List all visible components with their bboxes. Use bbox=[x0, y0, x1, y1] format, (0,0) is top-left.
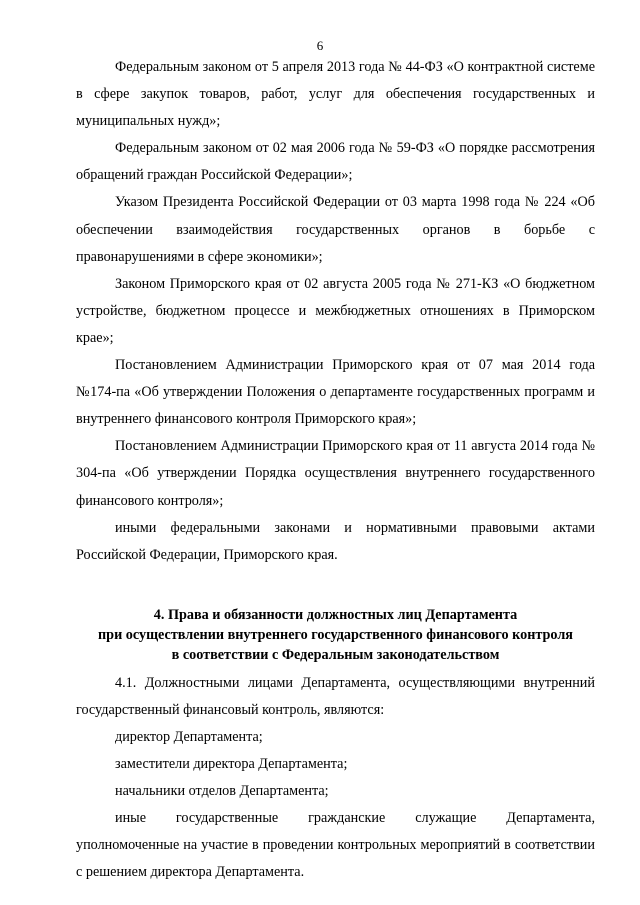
section-intro-paragraph: 4.1. Должностными лицами Департамента, осуществляющими внутренний государственный финансовый контроль, являются: bbox=[76, 674, 595, 718]
official-list-item: иные государственные гражданские служащие Департамента, уполномоченные на участие в проведении контрольных мероприятий в соответствии с решением директора Департамента. bbox=[76, 810, 595, 881]
section-heading-line: при осуществлении внутреннего государственного финансового контроля bbox=[98, 626, 573, 643]
legal-basis-item: Федеральным законом от 5 апреля 2013 года № 44-ФЗ «О контрактной системе в сфере закупок товаров, работ, услуг для обеспечения государственных и муниципальных нужд»; bbox=[76, 59, 595, 130]
section-heading bbox=[76, 605, 595, 665]
page-content bbox=[76, 54, 595, 887]
official-list-item: заместители директора Департамента; bbox=[115, 756, 348, 773]
official-list-item: начальники отделов Департамента; bbox=[115, 783, 329, 800]
official-list-item: директор Департамента; bbox=[115, 728, 263, 745]
page-number: 6 bbox=[316, 38, 324, 53]
legal-basis-item: иными федеральными законами и нормативными правовыми актами Российской Федерации, Приморского края. bbox=[76, 519, 595, 563]
legal-basis-item: Законом Приморского края от 02 августа 2005 года № 271-КЗ «О бюджетном устройстве, бюджетном процессе и межбюджетных отношениях в Приморском крае»; bbox=[76, 275, 595, 346]
legal-basis-item: Постановлением Администрации Приморского края от 07 мая 2014 года №174-па «Об утверждении Положения о департаменте государственных программ и внутреннего финансового контроля Приморского края»; bbox=[76, 357, 595, 428]
legal-basis-item: Постановлением Администрации Приморского края от 11 августа 2014 года № 304-па «Об утверждении Порядка осуществления внутреннего государственного финансового контроля»; bbox=[76, 438, 595, 509]
legal-basis-item: Федеральным законом от 02 мая 2006 года № 59-ФЗ «О порядке рассмотрения обращений граждан Российской Федерации»; bbox=[76, 140, 595, 184]
section-heading-line: в соответствии с Федеральным законодательством bbox=[171, 646, 500, 663]
section-heading-line: 4. Права и обязанности должностных лиц Департамента bbox=[153, 606, 518, 623]
legal-basis-item: Указом Президента Российской Федерации от 03 марта 1998 года № 224 «Об обеспечении взаимодействия государственных органов в борьбе с правонарушениями в сфере экономики»; bbox=[76, 194, 595, 265]
